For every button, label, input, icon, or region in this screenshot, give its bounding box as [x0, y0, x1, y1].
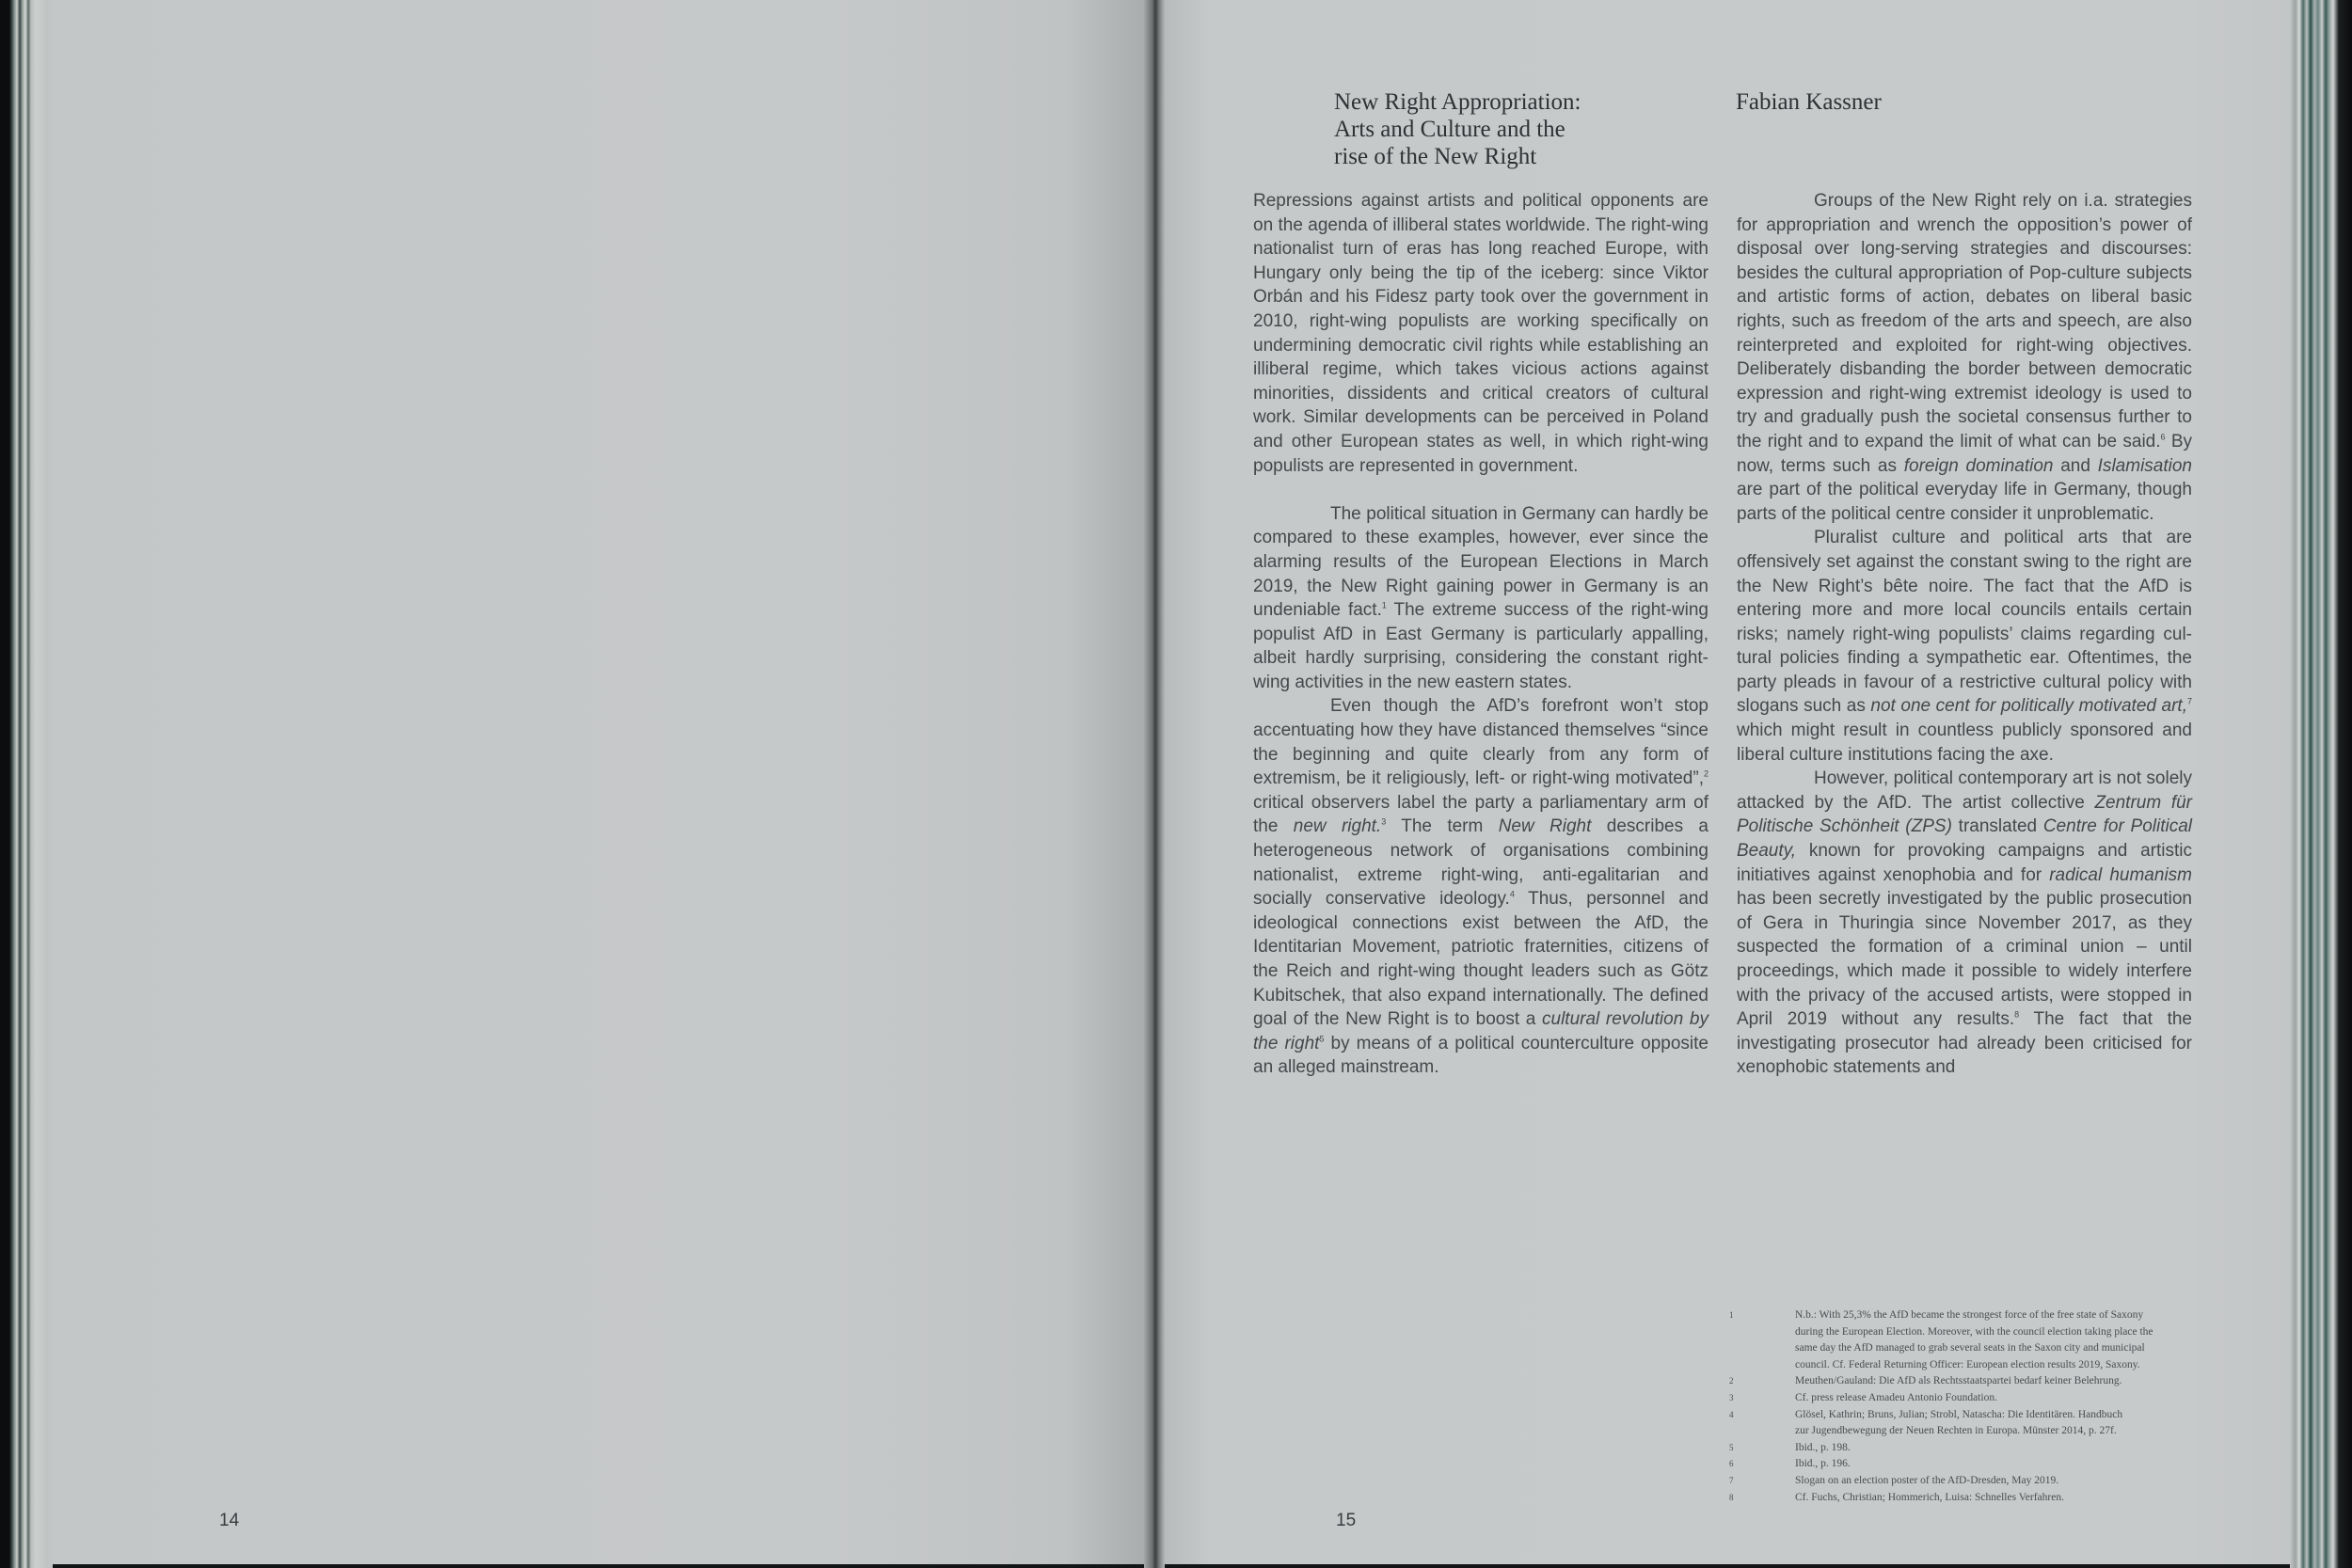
page-number-right: 15 [1336, 1511, 1357, 1530]
footnote-line: Cf. press release Amadeu Antonio Foundation. [1795, 1391, 1997, 1403]
left-page [53, 0, 1152, 1564]
title-line: rise of the New Right [1334, 144, 1537, 169]
footnote-ref: 7 [2186, 697, 2192, 707]
book-gutter [1144, 0, 1165, 1568]
footnote-line: Ibid., p. 196. [1795, 1458, 1851, 1470]
footnote-number: 5 [1729, 1442, 1734, 1452]
footnote [1729, 1490, 2200, 1507]
footnote [1729, 1373, 2200, 1390]
footnote-number: 1 [1729, 1310, 1734, 1320]
paragraph: However, political contemporary art is not solely attacked by the AfD. The artist collective Zentrum für Politische Schönheit (ZPS) translated Centre for Political Beauty, known for provoking campaigns and artistic initiatives against xenophobia and for radical humanism has been secretly investigated by the public prosecution of Gera in Thuringia since November 2017, as they suspected the formation of a criminal union – until proceedings, which made it possible to widely interfere with the privacy of the accused artists, were stopped in April 2019 without any results.$^8$ The fact that the investigating prosecutor had already been criticised for xenophobic statements and [1737, 768, 2192, 1078]
paragraph: Even though the AfD’s forefront won’t stop accentuating how they have distanced themselves “since the beginning and quite clearly from any form of extremism, be it religiously, left- or right-wing motivated”,$^2$ critical observers label the party a parliamentary arm of the new right.$^3$ The term New Right describes a heterogeneous network of organisations combining nationalist, extreme right-wing, anti-egalitarian and socially conservative ideology.$^4$ Thus, personnel and ideological connections exist between the AfD, the Identitarian Movement, patriotic fraternities, citizens of the Reich and right-wing thought leaders such as Götz Kubitschek, that also expand internationally. The defined goal of the New Right is to boost a cultural revolution by the right$^5$ by means of a political counterculture opposite an alleged mainstream. [1253, 696, 1708, 1078]
article-title [1334, 88, 1673, 170]
paragraph: Repressions against artists and political opponents are on the agenda of illiberal states worldwide. The right-wing nationalist turn of eras has long reached Europe, with Hungary only being the tip of the iceberg: since Viktor Orbán and his Fidesz party took over the government in 2010, right-wing populists are working specifically on undermining democratic civil rights while establishing an illiberal regime, which takes vicious actions against minorities, dissidents and critical creators of cultural work. Similar developments can be perceived in Poland and other European states as well, in which right-wing populists are represented in government. [1253, 191, 1708, 476]
book-edge-left [0, 0, 53, 1568]
footnote-ref: 2 [1703, 768, 1708, 779]
footnote-line: Ibid., p. 198. [1795, 1441, 1851, 1453]
text-column-left [1253, 189, 1708, 1080]
page-number-left: 14 [219, 1511, 240, 1530]
footnote [1729, 1307, 2200, 1373]
footnote-number: 4 [1729, 1409, 1734, 1419]
paragraph: The political situation in Germany can hardly be compared to these examples, however, ever since the alarming results of the European Elections in March 2019, the New Right gaining power in Germany is an undeniable fact.$^1$ The extreme success of the right-wing populist AfD in East Germany is particularly appalling, albeit hardly surprising, considering the constant right-wing activities in the new eastern states. [1253, 503, 1708, 692]
footnotes [1729, 1307, 2200, 1506]
footnote-number: 7 [1729, 1475, 1734, 1485]
footnote-ref: 6 [2160, 432, 2166, 442]
footnote-number: 6 [1729, 1459, 1734, 1469]
text-column-right [1737, 189, 2192, 1080]
footnote-number: 3 [1729, 1392, 1734, 1402]
paragraph: Pluralist culture and political arts that are offensively set against the constant swing to the right are the New Right’s bête noire. The fact that the AfD is entering more and more local councils entails certain risks; namely right-wing populists’ claims regarding cultural policies finding a sympathetic ear. Oftentimes, the party pleads in favour of a restrictive cultural policy with slogans such as not one cent for politically motivated art,$^7$ which might result in countless publicly sponsored and liberal culture institutions facing the axe. [1737, 528, 2192, 765]
footnote-line: council. Cf. Federal Returning Officer: European election results 2019, Saxony. [1795, 1358, 2140, 1370]
footnote [1729, 1473, 2200, 1490]
footnote-ref: 1 [1381, 600, 1387, 610]
footnote-number: 8 [1729, 1492, 1734, 1502]
footnote-line: zur Jugendbewegung der Neuen Rechten in Europa. Münster 2014, p. 27f. [1795, 1425, 2117, 1437]
footnote-line: Glösel, Kathrin; Bruns, Julian; Strobl, Natascha: Die Identitären. Handbuch [1795, 1408, 2123, 1420]
footnote [1729, 1390, 2200, 1407]
footnote-number: 2 [1729, 1376, 1734, 1386]
footnote-line: N.b.: With 25,3% the AfD became the strongest force of the free state of Saxony [1795, 1309, 2144, 1321]
footnote-line: Slogan on an election poster of the AfD-Dresden, May 2019. [1795, 1474, 2059, 1486]
footnote-line: during the European Election. Moreover, with the council election taking place the [1795, 1325, 2153, 1338]
footnote-line: Meuthen/Gauland: Die AfD als Rechtsstaatspartei bedarf keiner Belehrung. [1795, 1375, 2122, 1387]
book-edge-right [2290, 0, 2352, 1568]
footnote-ref: 5 [1319, 1034, 1325, 1044]
footnote-ref: 8 [2014, 1009, 2020, 1020]
paragraph: Groups of the New Right rely on i.a. strategies for appropriation and wrench the opposition’s power of disposal over long-serving strategies and discourses: besides the cultural appropriation of Pop-culture subjects and artistic forms of action, debates on liberal basic rights, such as freedom of the arts and speech, are also reinterpreted and exploited for right-wing objectives. Deliberately disbanding the border between democratic expression and right-wing extremist ideology is used to try and gradually push the societal consensus further to the right and to expand the limit of what can be said.$^6$ By now, terms such as foreign domination and Islamisation are part of the political everyday life in Germany, though parts of the political centre consider it unproblematic. [1737, 191, 2192, 524]
footnote-line: Cf. Fuchs, Christian; Hommerich, Luisa: Schnelles Verfahren. [1795, 1491, 2064, 1503]
footnote [1729, 1440, 2200, 1457]
title-line: New Right Appropriation: [1334, 89, 1581, 115]
footnote [1729, 1407, 2200, 1440]
footnote-ref: 3 [1381, 817, 1387, 828]
footnote-line: same day the AfD managed to grab several seats in the Saxon city and municipal [1795, 1342, 2145, 1354]
footnote [1729, 1456, 2200, 1473]
title-line: Arts and Culture and the [1334, 117, 1565, 142]
footnote-ref: 4 [1509, 889, 1515, 899]
author-name: Fabian Kassner [1736, 89, 1882, 115]
